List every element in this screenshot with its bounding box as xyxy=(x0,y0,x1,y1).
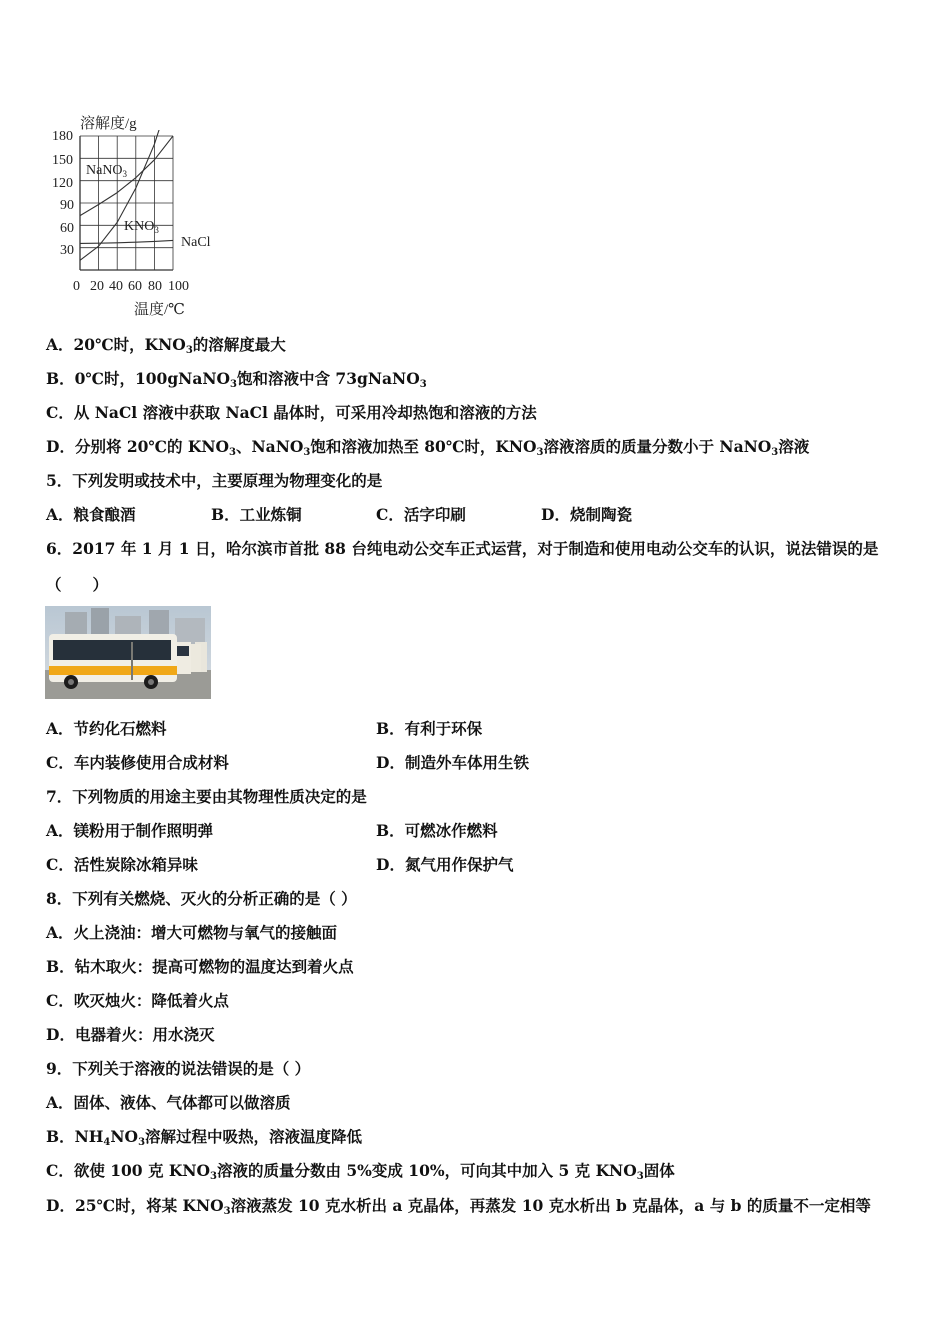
q5-options xyxy=(46,505,632,525)
x-tick-labels xyxy=(73,279,189,294)
q4-option-c: C．从 NaCl 溶液中获取 NaCl 晶体时，可采用冷却热饱和溶液的方法 xyxy=(46,403,537,422)
y-tick-label: 30 xyxy=(60,243,74,258)
q6-option-a: A．节约化石燃料 xyxy=(46,719,167,738)
series-label-nano3: NaNO$_3$ xyxy=(86,163,128,179)
x-tick-label: 20 xyxy=(90,279,104,294)
q8-option-a: A．火上浇油：增大可燃物与氧气的接触面 xyxy=(46,923,338,942)
q7-option-a: A．镁粉用于制作照明弹 xyxy=(46,821,214,840)
q4-option-b: B．0℃时，100gNaNO$_3$饱和溶液中含 73gNaNO$_3$ xyxy=(46,369,427,390)
q7-stem: 7．下列物质的用途主要由其物理性质决定的是 xyxy=(46,787,367,806)
y-tick-label: 150 xyxy=(52,153,73,168)
q7-option-b: B．可燃冰作燃料 xyxy=(376,821,498,840)
series-label-nacl: NaCl xyxy=(181,235,211,250)
solubility-chart xyxy=(48,108,238,320)
q6-stem: 6．2017 年 1 月 1 日，哈尔滨市首批 88 台纯电动公交车正式运营，对于制造和使用电动公交车的认识，说法错误的是 xyxy=(46,539,879,558)
q5-option-c: C．活字印刷 xyxy=(376,505,466,524)
x-tick-label: 0 xyxy=(73,279,80,294)
y-tick-label: 180 xyxy=(52,129,73,144)
y-tick-label: 120 xyxy=(52,176,73,191)
x-tick-label: 80 xyxy=(148,279,162,294)
q5-option-a: A．粮食酿酒 xyxy=(46,505,136,524)
q7-option-c: C．活性炭除冰箱异味 xyxy=(46,855,198,874)
q7-option-d: D．氮气用作保护气 xyxy=(376,855,514,874)
q5-option-b: B．工业炼铜 xyxy=(211,505,302,524)
curve-nacl xyxy=(80,240,173,243)
q8-stem: 8．下列有关燃烧、灭火的分析正确的是（ ） xyxy=(46,889,357,908)
q4-option-d: D．分别将 20℃的 $KNO_3$、NaNO$_3$饱和溶液加热至 80℃时，$KNO_3$溶液溶质的质量分数小于 NaNO$_3$溶液 xyxy=(46,437,810,458)
q6-option-d: D．制造外车体用生铁 xyxy=(376,753,529,772)
electric-bus-photo xyxy=(45,606,211,699)
q5-option-d: D．烧制陶瓷 xyxy=(541,505,632,524)
y-tick-labels xyxy=(52,129,74,258)
series-label-kno3: $KNO_3$ xyxy=(124,219,159,235)
q9-option-d: D．25℃时，将某 $KNO_3$溶液蒸发 10 克水析出 a 克晶体，再蒸发 10 克水析出 b 克晶体，a 与 b 的质量不一定相等 xyxy=(46,1196,871,1217)
x-tick-label: 60 xyxy=(128,279,142,294)
q6-option-b: B．有利于环保 xyxy=(376,719,483,738)
x-axis-label: 温度/℃ xyxy=(134,302,185,318)
q9-option-a: A．固体、液体、气体都可以做溶质 xyxy=(46,1093,291,1112)
q4-option-a: A．20℃时，$KNO_3$的溶解度最大 xyxy=(46,335,286,356)
q8-option-c: C．吹灭烛火：降低着火点 xyxy=(46,991,229,1010)
q9-stem: 9．下列关于溶液的说法错误的是（ ） xyxy=(46,1059,311,1078)
y-axis-label: 溶解度/g xyxy=(80,116,137,132)
q8-option-d: D．电器着火：用水浇灭 xyxy=(46,1025,215,1044)
q8-option-b: B．钻木取火：提高可燃物的温度达到着火点 xyxy=(46,957,354,976)
q9-option-c: C．欲使 100 克 $KNO_3$溶液的质量分数由 5%变成 10%，可向其中加入 5 克 $KNO_3$固体 xyxy=(46,1161,675,1182)
y-tick-label: 90 xyxy=(60,198,74,213)
q5-stem: 5．下列发明或技术中，主要原理为物理变化的是 xyxy=(46,471,383,490)
q6-answer-paren: （ ） xyxy=(46,575,109,594)
q9-option-b: B．$NH_4NO_3$溶解过程中吸热，溶液温度降低 xyxy=(46,1127,363,1148)
y-tick-label: 60 xyxy=(60,221,74,236)
q6-option-c: C．车内装修使用合成材料 xyxy=(46,753,229,772)
x-tick-label: 40 xyxy=(109,279,123,294)
x-tick-label: 100 xyxy=(168,279,189,294)
